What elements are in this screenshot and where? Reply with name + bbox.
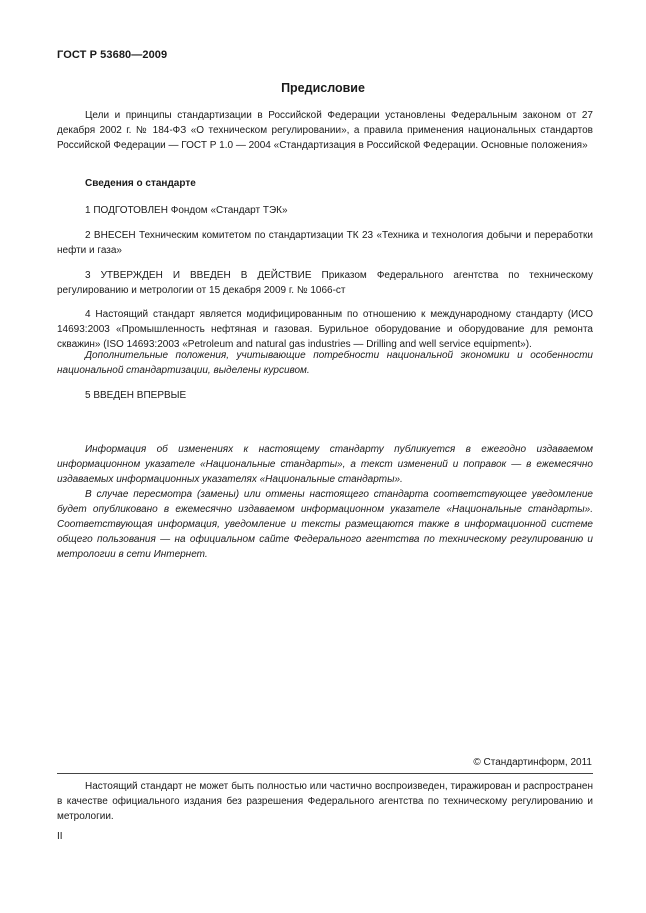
document-code-header: ГОСТ Р 53680—2009	[57, 49, 168, 61]
divider-line	[57, 773, 593, 774]
item-3: 3 УТВЕРЖДЕН И ВВЕДЕН В ДЕЙСТВИЕ Приказом Федерального агентства по техническому регулированию и метрологии от 15 декабря 2009 г. № 1066-ст	[57, 270, 593, 296]
page-number: II	[57, 831, 63, 842]
item-1: 1 ПОДГОТОВЛЕН Фондом «Стандарт ТЭК»	[85, 205, 288, 216]
item-4: 4 Настоящий стандарт является модифицированным по отношению к международному стандарту (ИСО 14693:2003 «Промышленность нефтяная и газовая. Бурильное оборудование и оборудование для ремонта скважин» (ISO 14693:2003 «Petroleum and natural gas industries — Drilling and well service equipment»).	[57, 309, 593, 350]
reproduction-notice: Настоящий стандарт не может быть полностью или частично воспроизведен, тиражирован и распространен в качестве официального издания без разрешения Федерального агентства по техническому регулированию и метрологии.	[57, 781, 593, 822]
copyright-line: © Стандартинформ, 2011	[473, 757, 592, 768]
page-title: Предисловие	[281, 81, 365, 95]
info-paragraph-2: В случае пересмотра (замены) или отмены настоящего стандарта соответствующее уведомление будет опубликовано в ежемесячно издаваемом информационном указателе «Национальные стандарты». Соответствующая информация, уведомление и тексты размещаются также в информационной системе общего пользования — на официальном сайте Федерального агентства по техническому регулированию и метрологии в сети Интернет.	[57, 489, 593, 560]
info-paragraph-1: Информация об изменениях к настоящему стандарту публикуется в ежегодно издаваемом информационном указателе «Национальные стандарты», а текст изменений и поправок — в ежемесячно издаваемых информационных указателях «Национальные стандарты».	[57, 444, 593, 485]
item-4-note: Дополнительные положения, учитывающие потребности национальной экономики и особенности национальной стандартизации, выделены курсивом.	[57, 350, 593, 376]
intro-paragraph: Цели и принципы стандартизации в Российской Федерации установлены Федеральным законом от 27 декабря 2002 г. № 184-ФЗ «О техническом регулировании», а правила применения национальных стандартов Российской Федерации — ГОСТ Р 1.0 — 2004 «Стандартизация в Российской Федерации. Основные положения»	[57, 110, 593, 151]
section-heading: Сведения о стандарте	[85, 178, 196, 189]
item-5: 5 ВВЕДЕН ВПЕРВЫЕ	[85, 390, 187, 401]
item-2: 2 ВНЕСЕН Техническим комитетом по стандартизации ТК 23 «Техника и технология добычи и переработки нефти и газа»	[57, 230, 593, 256]
